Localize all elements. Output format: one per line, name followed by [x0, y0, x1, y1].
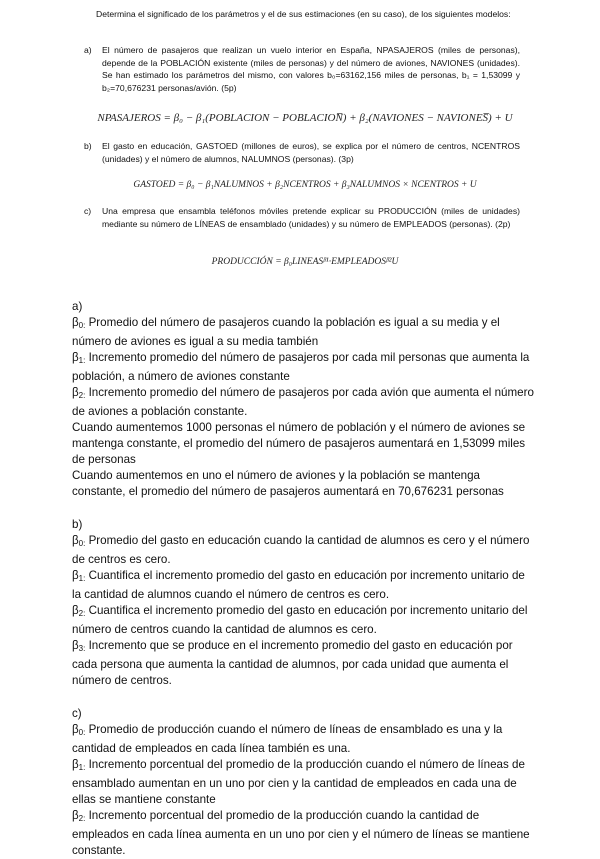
answer-heading-b: b): [72, 518, 83, 531]
answer-c-beta0: $\beta_{0:}$ Promedio de producción cuando el número de líneas de ensamblado es una y la cantidad de empleados en cada línea también es una.: [72, 723, 503, 755]
answers-section: [72, 299, 534, 859]
spacer: [72, 689, 534, 706]
answer-b-beta1: $\beta_{1:}$ Cuantifica el incremento promedio del gasto en educación por incremento unitario de la cantidad de alumnos cuando el número de centros es cero.: [72, 569, 525, 601]
answer-a-extra-2: Cuando aumentemos en uno el número de aviones y la población se mantenga constante, el promedio del número de pasajeros aumentará en 70,676231 personas: [72, 469, 504, 498]
answer-heading-c: c): [72, 707, 82, 720]
intro-paragraph: Determina el significado de los parámetros y el de sus estimaciones (en su caso), de los siguientes modelos:: [96, 9, 511, 19]
answer-a-beta2: $\beta_{2:}$ Incremento promedio del número de pasajeros por cada avión que aumenta el número de aviones a población constante.: [72, 386, 534, 418]
answer-c-beta2: $\beta_{2:}$ Incremento porcentual del promedio de la producción cuando la cantidad de empleados en cada línea aumenta en un uno por cien y el número de líneas se mantiene constante.: [72, 809, 530, 857]
question-text: El número de pasajeros que realizan un vuelo interior en España, NPASAJEROS (miles de personas), depende de la POBLACIÓN existente (miles de personas) y del número de aviones, NAVIONES (unidades). Se han estimado los parámetros del mismo, con valores b₀=63162,156 miles de personas, b₁ = 1,53099 y b₂=70,676231 personas/avión. (5p): [102, 45, 520, 93]
formula-b: GASTOED = β₀ − β₁NALUMNOS + β₂NCENTROS + β₃NALUMNOS × NCENTROS + U: [133, 180, 477, 190]
question-text: El gasto en educación, GASTOED (millones de euros), se explica por el número de centros, NCENTROS (unidades) y el número de alumnos, NALUMNOS (personas). (3p): [102, 141, 520, 164]
question-letter: a): [84, 45, 92, 55]
answer-b-beta2: $\beta_{2:}$ Cuantifica el incremento promedio del gasto en educación por incremento unitario del número de centros cuando la cantidad de alumnos es cero.: [72, 604, 528, 636]
question-c: [84, 205, 520, 230]
question-b: [84, 140, 520, 165]
question-a: [84, 44, 520, 94]
formula-a: NPASAJEROS = β₀ − β₁(POBLACION − POBLACION̅) + β₂(NAVIONES − NAVIONES̅) + U: [97, 112, 513, 124]
question-text: Una empresa que ensambla teléfonos móviles pretende explicar su PRODUCCIÓN (miles de unidades) mediante su número de LÍNEAS de ensamblado (unidades) y su número de EMPLEADOS (personas). (2p): [102, 206, 520, 229]
answer-heading-a: a): [72, 300, 83, 313]
answer-a-extra-1: Cuando aumentemos 1000 personas el número de población y el número de aviones se mantenga constante, el promedio del número de pasajeros aumentará en 1,53099 miles de personas: [72, 421, 526, 466]
answer-b-beta0: $\beta_{0:}$ Promedio del gasto en educación cuando la cantidad de alumnos es cero y el número de centros es cero.: [72, 534, 530, 566]
question-letter: b): [84, 141, 92, 151]
answer-a-beta1: $\beta_{1:}$ Incremento promedio del número de pasajeros por cada mil personas que aumenta la población, a número de aviones constante: [72, 351, 530, 383]
answer-a-beta0: $\beta_{0:}$ Promedio del número de pasajeros cuando la población es igual a su media y el número de aviones es igual a su media también: [72, 316, 500, 348]
answer-b-beta3: $\beta_{3:}$ Incremento que se produce en el incremento promedio del gasto en educación por cada persona que aumenta la cantidad de alumnos, por cada unidad que aumenta el número de centros.: [72, 639, 513, 687]
answer-c-beta1: $\beta_{1:}$ Incremento porcentual del promedio de la producción cuando el número de líneas de ensamblado aumentan en un uno por cien y la cantidad de empleados en cada una de ellas se mantiene constante: [72, 758, 525, 806]
question-letter: c): [84, 206, 92, 216]
spacer: [72, 500, 534, 517]
formula-c: PRODUCCIÓN = β₀LINEASᵝ¹·EMPLEADOSᵝ²U: [211, 257, 399, 267]
